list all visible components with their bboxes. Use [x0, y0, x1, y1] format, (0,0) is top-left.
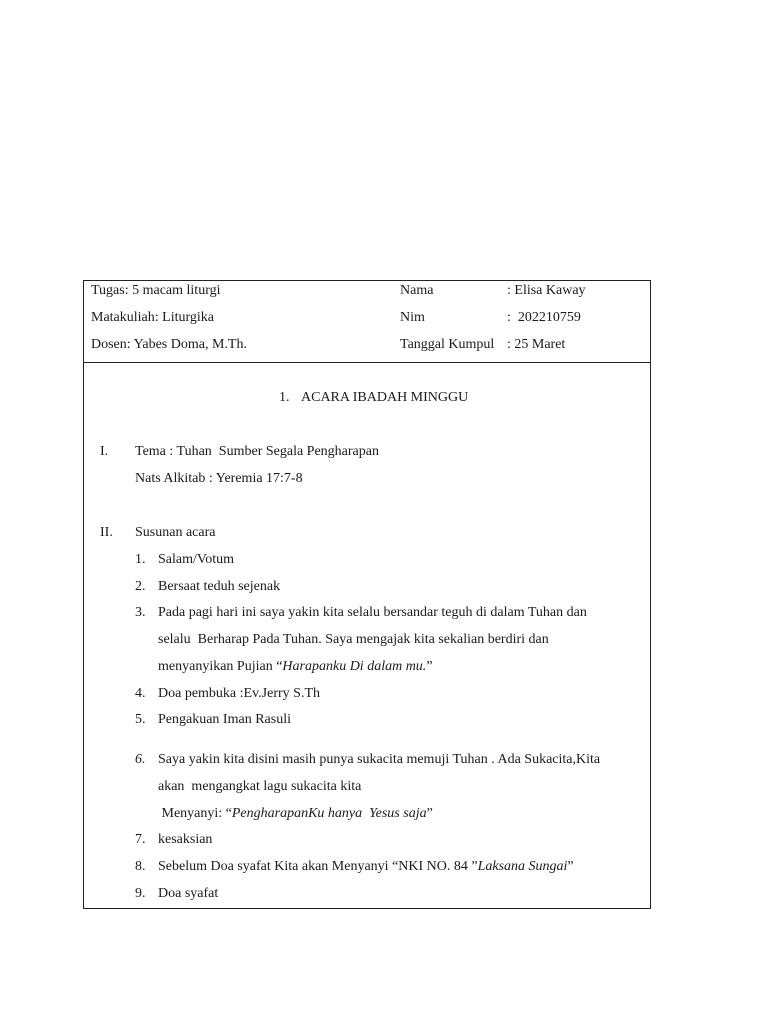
- list-item-text: Menyanyi: “: [158, 806, 232, 821]
- list-item-number: 8.: [135, 859, 146, 874]
- list-item-line: Saya yakin kita disini masih punya sukacita memuji Tuhan . Ada Sukacita,Kita: [158, 752, 601, 767]
- quote-close: ”: [426, 806, 433, 821]
- nats-text: Nats Alkitab : Yeremia 17:7-8: [135, 471, 303, 486]
- tugas-label: Tugas: 5 macam liturgi: [91, 283, 221, 298]
- list-item: Salam/Votum: [158, 552, 234, 567]
- nama-value: : Elisa Kaway: [507, 283, 586, 298]
- list-item-line: selalu Berharap Pada Tuhan. Saya mengajak kita sekalian berdiri dan: [158, 632, 549, 647]
- list-item-number: 2.: [135, 579, 146, 594]
- section-2-roman: II.: [100, 525, 113, 540]
- list-item-line: [158, 805, 433, 823]
- song-title: Harapanku Di dalam mu.: [282, 659, 427, 674]
- list-item: [158, 858, 574, 876]
- list-item: Bersaat teduh sejenak: [158, 579, 281, 594]
- tanggal-kumpul-value: : 25 Maret: [507, 337, 566, 352]
- list-item-number: 3.: [135, 605, 146, 620]
- list-item-line: [158, 658, 433, 676]
- list-item-number: 7.: [135, 832, 146, 847]
- list-item-number: 1.: [135, 552, 146, 567]
- quote-close: ”: [567, 859, 574, 874]
- page-title: ACARA IBADAH MINGGU: [301, 390, 469, 405]
- list-item-line: akan mengangkat lagu sukacita kita: [158, 779, 362, 794]
- list-item-text: menyanyikan Pujian “: [158, 659, 283, 674]
- list-item: Doa pembuka :Ev.Jerry S.Th: [158, 686, 320, 701]
- document-header-table: [84, 281, 650, 363]
- assignment-document-box: [83, 280, 651, 909]
- song-title: PengharapanKu hanya Yesus saja: [231, 806, 427, 821]
- quote-close: ”: [426, 659, 433, 674]
- dosen-label: Dosen: Yabes Doma, M.Th.: [91, 337, 247, 352]
- section-1-roman: I.: [100, 444, 109, 459]
- list-item-number: 5.: [135, 712, 146, 727]
- nim-label: Nim: [400, 310, 425, 325]
- list-item: Pengakuan Iman Rasuli: [158, 712, 291, 727]
- title-number: 1.: [279, 390, 290, 405]
- list-item: kesaksian: [158, 832, 213, 847]
- list-item-number: 6.: [135, 752, 146, 767]
- nama-label: Nama: [400, 283, 434, 298]
- tema-text: Tema : Tuhan Sumber Segala Pengharapan: [135, 444, 379, 459]
- list-item-text: Sebelum Doa syafat Kita akan Menyanyi “NKI NO. 84 ”: [158, 859, 478, 874]
- list-item-line: Pada pagi hari ini saya yakin kita selalu bersandar teguh di dalam Tuhan dan: [158, 605, 587, 620]
- tanggal-kumpul-label: Tanggal Kumpul: [400, 337, 495, 352]
- list-item: Doa syafat: [158, 886, 219, 901]
- list-item-number: 9.: [135, 886, 146, 901]
- matakuliah-label: Matakuliah: Liturgika: [91, 310, 214, 325]
- susunan-acara-heading: Susunan acara: [135, 525, 216, 540]
- list-item-number: 4.: [135, 686, 146, 701]
- song-title: Laksana Sungai: [477, 859, 568, 874]
- nim-value: : 202210759: [507, 310, 581, 325]
